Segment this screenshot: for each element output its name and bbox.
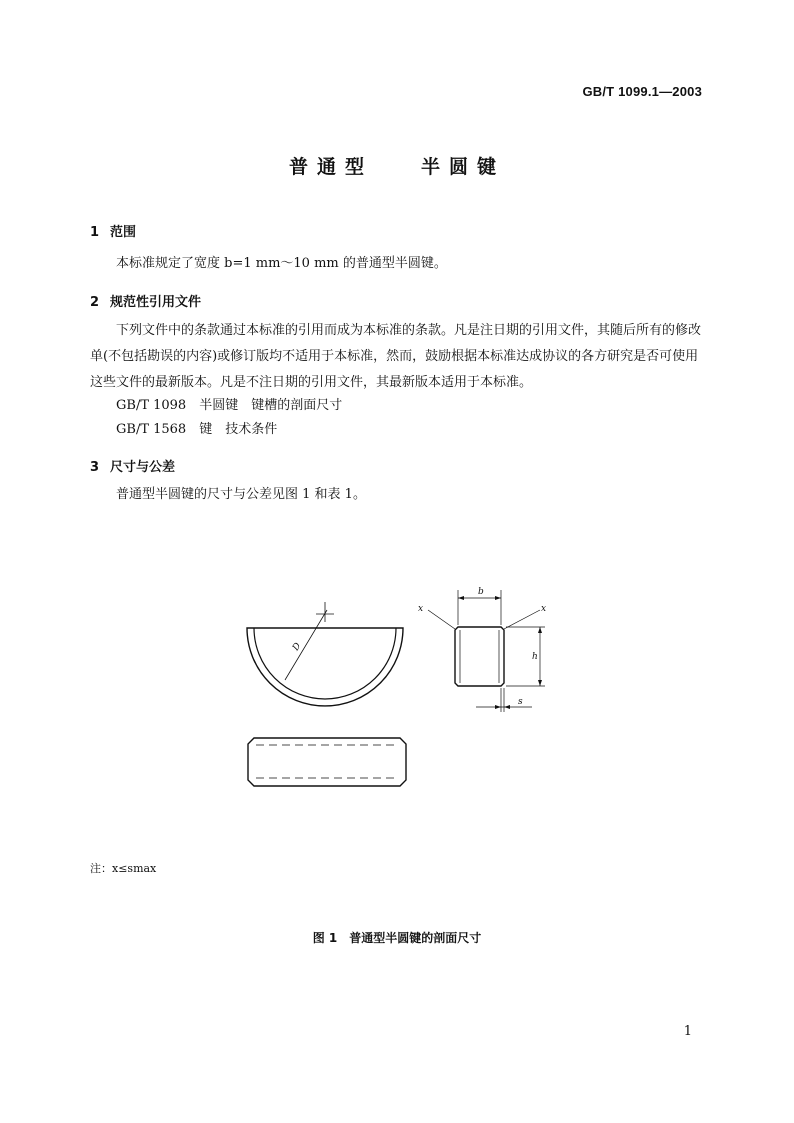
section-title: 尺寸与公差 [110,460,176,475]
standard-number: GB/T 1099.1—2003 [582,84,702,99]
key-top-view [248,738,406,786]
label-b: b [478,587,484,597]
reference-item: GB/T 1098 半圆键 键槽的剖面尺寸 [116,398,343,413]
section-number: 2 [90,295,100,310]
section-title: 范围 [110,225,137,240]
figure-note: 注：x≤smax [90,862,157,875]
reference-item: GB/T 1568 键 技术条件 [116,422,278,437]
dimension-arrows [458,596,542,709]
label-x-left: x [418,604,424,614]
label-D: D [291,641,304,653]
title-part2: 半圆键 [421,156,506,178]
page-number: 1 [683,1024,692,1039]
key-front-view [247,602,403,706]
title-part1: 普通型 [288,156,373,178]
key-side-view [428,590,545,712]
section-number: 1 [90,225,100,240]
section-number: 3 [90,460,100,475]
section-1-body: 本标准规定了宽度 b=1 mm～10 mm 的普通型半圆键。 [116,256,447,271]
section-2-body: 下列文件中的条款通过本标准的引用而成为本标准的条款。凡是注日期的引用文件，其随后所有的修改单(不包括勘误的内容)或修订版均不适用于本标准，然而，鼓励根据本标准达成协议的各方研究是否可使用这些文件的最新版本。凡是不注日期的引用文件，其最新版本适用于本标准。 [90,323,702,390]
label-x-right: x [541,604,547,614]
figure-caption: 图 1 普通型半圆键的剖面尺寸 [312,931,482,945]
label-s: s [518,697,523,707]
section-title: 规范性引用文件 [110,295,202,310]
label-h: h [532,652,538,662]
section-3-body: 普通型半圆键的尺寸与公差见图 1 和表 1。 [116,487,366,502]
